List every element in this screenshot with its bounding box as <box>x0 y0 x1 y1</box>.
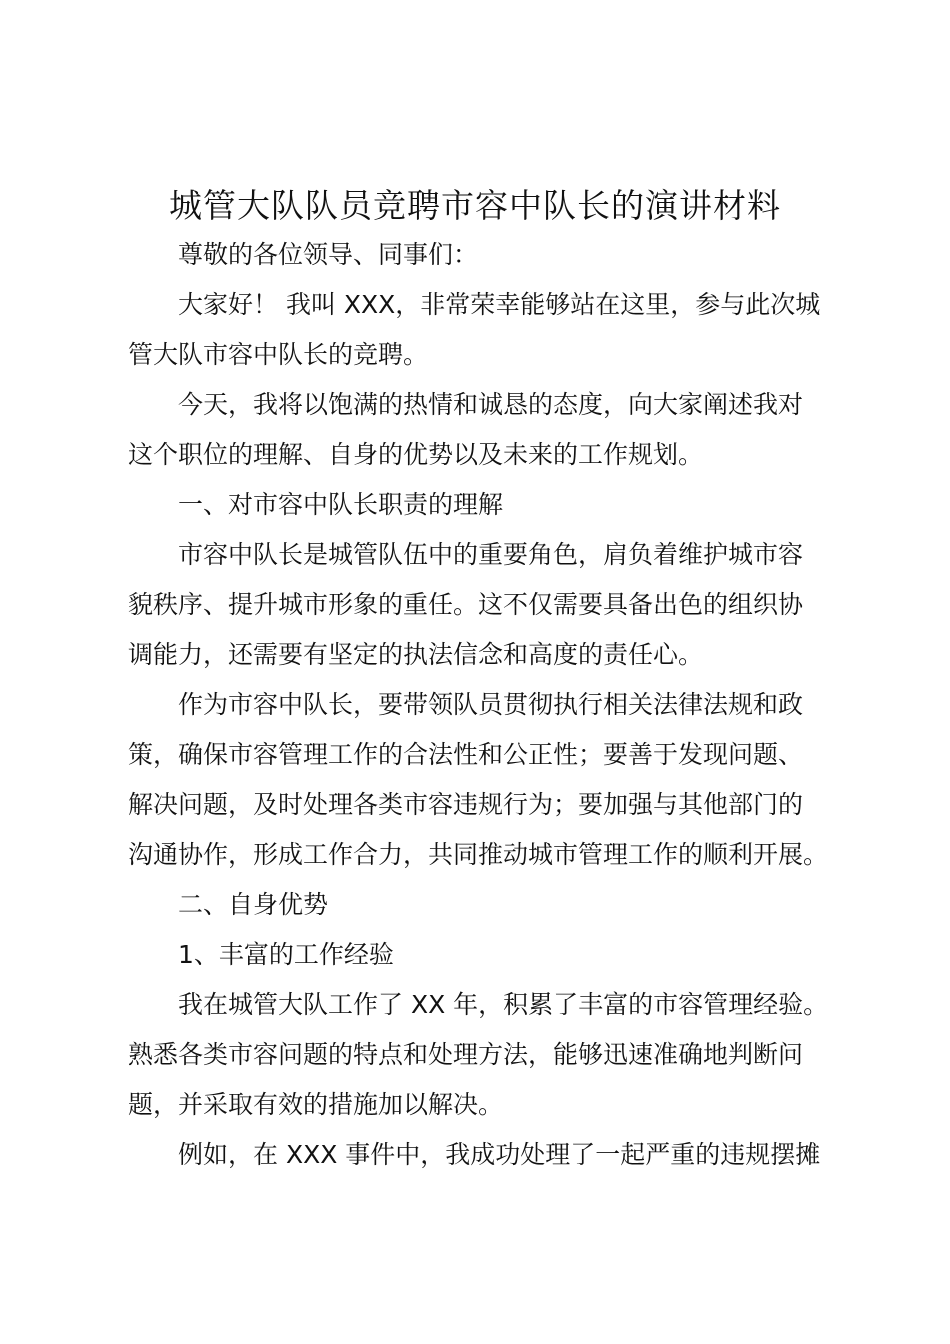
paragraph <box>128 930 848 980</box>
paragraph-line: 策，确保市容管理工作的合法性和公正性；要善于发现问题、 <box>128 740 804 769</box>
paragraph-line: 熟悉各类市容问题的特点和处理方法，能够迅速准确地判断问 <box>128 1040 804 1069</box>
paragraph <box>128 380 848 480</box>
paragraph-line: 尊敬的各位领导、同事们： <box>178 240 479 269</box>
paragraph <box>128 280 848 380</box>
paragraph-line: 貌秩序、提升城市形象的重任。这不仅需要具备出色的组织协 <box>128 590 804 619</box>
paragraph-line: 这个职位的理解、自身的优势以及未来的工作规划。 <box>128 440 704 469</box>
paragraph-line: 例如，在 XXX 事件中，我成功处理了一起严重的违规摆摊 <box>178 1140 821 1169</box>
paragraph <box>128 530 848 680</box>
paragraph-line: 1、丰富的工作经验 <box>178 940 394 969</box>
paragraph <box>128 1130 848 1180</box>
paragraph-line: 大家好！ 我叫 XXX，非常荣幸能够站在这里，参与此次城 <box>178 290 821 319</box>
paragraph-line: 二、自身优势 <box>178 890 329 919</box>
paragraph <box>128 980 848 1130</box>
paragraph <box>128 230 848 280</box>
paragraph-line: 作为市容中队长，要带领队员贯彻执行相关法律法规和政 <box>178 690 804 719</box>
document-title: 城管大队队员竞聘市容中队长的演讲材料 <box>169 186 781 225</box>
paragraph <box>128 480 848 530</box>
paragraph-line: 沟通协作，形成工作合力，共同推动城市管理工作的顺利开展。 <box>128 840 829 869</box>
paragraph-line: 调能力，还需要有坚定的执法信念和高度的责任心。 <box>128 640 704 669</box>
paragraph-line: 今天，我将以饱满的热情和诚恳的态度，向大家阐述我对 <box>178 390 804 419</box>
paragraph <box>128 680 848 880</box>
paragraph-line: 管大队市容中队长的竞聘。 <box>128 340 429 369</box>
paragraph-line: 题，并采取有效的措施加以解决。 <box>128 1090 504 1119</box>
paragraph <box>128 880 848 930</box>
paragraph-line: 解决问题，及时处理各类市容违规行为；要加强与其他部门的 <box>128 790 804 819</box>
paragraph-line: 市容中队长是城管队伍中的重要角色，肩负着维护城市容 <box>178 540 804 569</box>
paragraph-line: 一、对市容中队长职责的理解 <box>178 490 504 519</box>
paragraph-line: 我在城管大队工作了 XX 年，积累了丰富的市容管理经验。 <box>178 990 829 1019</box>
